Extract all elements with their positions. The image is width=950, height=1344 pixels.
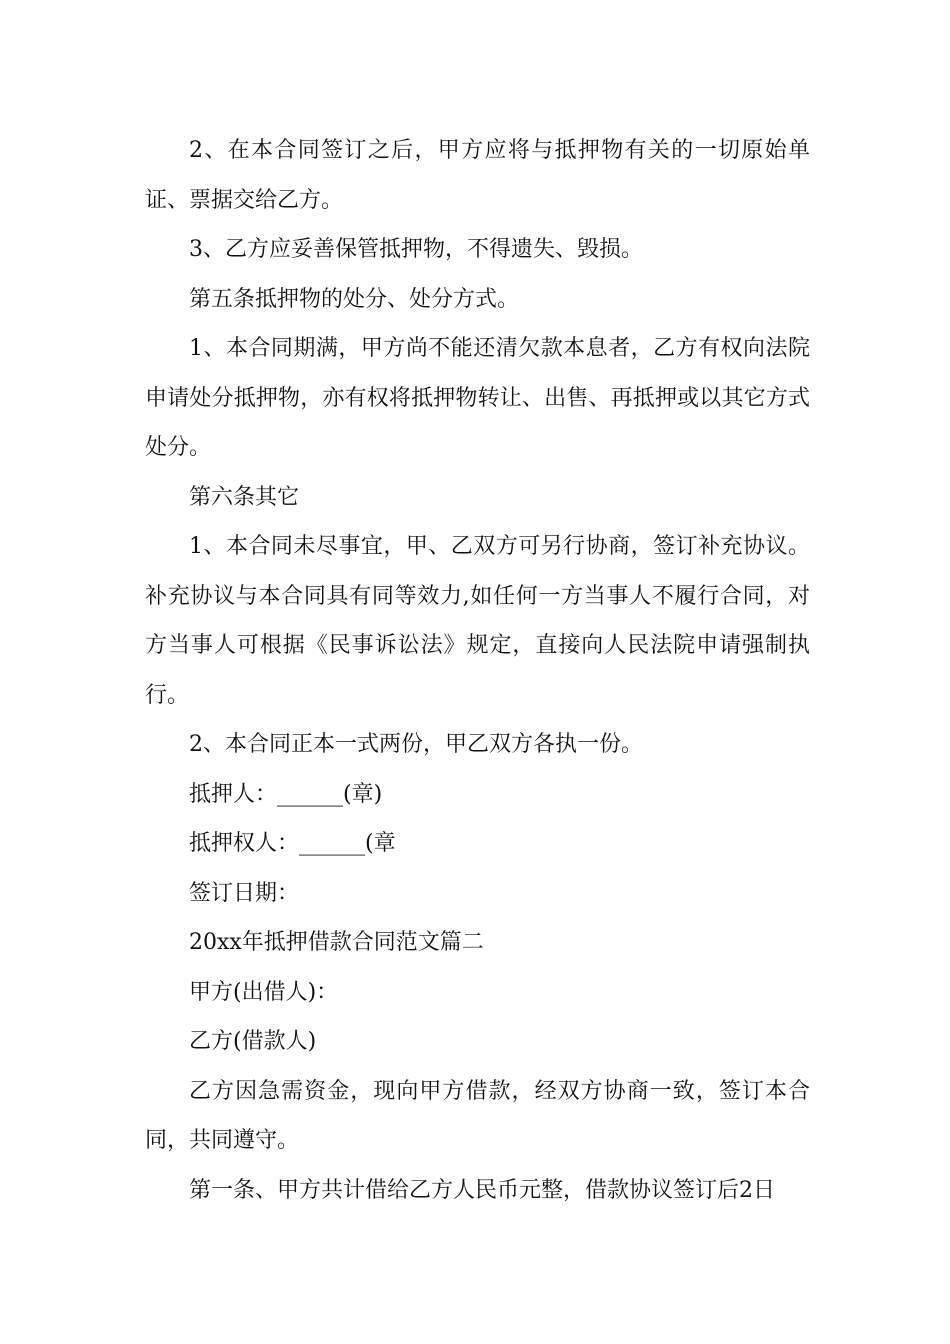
document-body (145, 126, 810, 1215)
party-b-line: 乙方(借款人) (189, 1029, 317, 1054)
clause-paragraph: 1、本合同期满，甲方尚不能还清欠款本息者，乙方有权向法院申请处分抵押物，亦有权将抵押物转让、出售、再抵押或以其它方式处分。 (145, 336, 810, 460)
article-paragraph: 第一条、甲方共计借给乙方人民币元整，借款协议签订后2日 (189, 1177, 775, 1203)
article-heading: 第五条抵押物的处分、处分方式。 (189, 286, 520, 312)
mortgagor-signature-line: 抵押人：______(章) (189, 781, 383, 807)
clause-paragraph: 2、在本合同签订之后，甲方应将与抵押物有关的一切原始单证、票据交给乙方。 (145, 138, 810, 213)
clause-paragraph: 3、乙方应妥善保管抵押物，不得遗失、毁损。 (189, 237, 643, 262)
signing-date-line: 签订日期： (189, 880, 300, 906)
party-a-line: 甲方(出借人)： (189, 979, 339, 1005)
article-heading: 第六条其它 (189, 484, 300, 510)
section-title: 20xx年抵押借款合同范文篇二 (189, 930, 484, 955)
clause-paragraph: 1、本合同未尽事宜，甲、乙双方可另行协商，签订补充协议。补充协议与本合同具有同等效力,如任何一方当事人不履行合同，对方当事人可根据《民事诉讼法》规定，直接向人民法院申请强制执行。 (145, 534, 810, 708)
preamble-paragraph: 乙方因急需资金，现向甲方借款，经双方协商一致，签订本合同，共同遵守。 (145, 1078, 810, 1153)
mortgagee-signature-line: 抵押权人：______(章 (189, 831, 396, 856)
clause-paragraph: 2、本合同正本一式两份，甲乙双方各执一份。 (189, 732, 643, 757)
